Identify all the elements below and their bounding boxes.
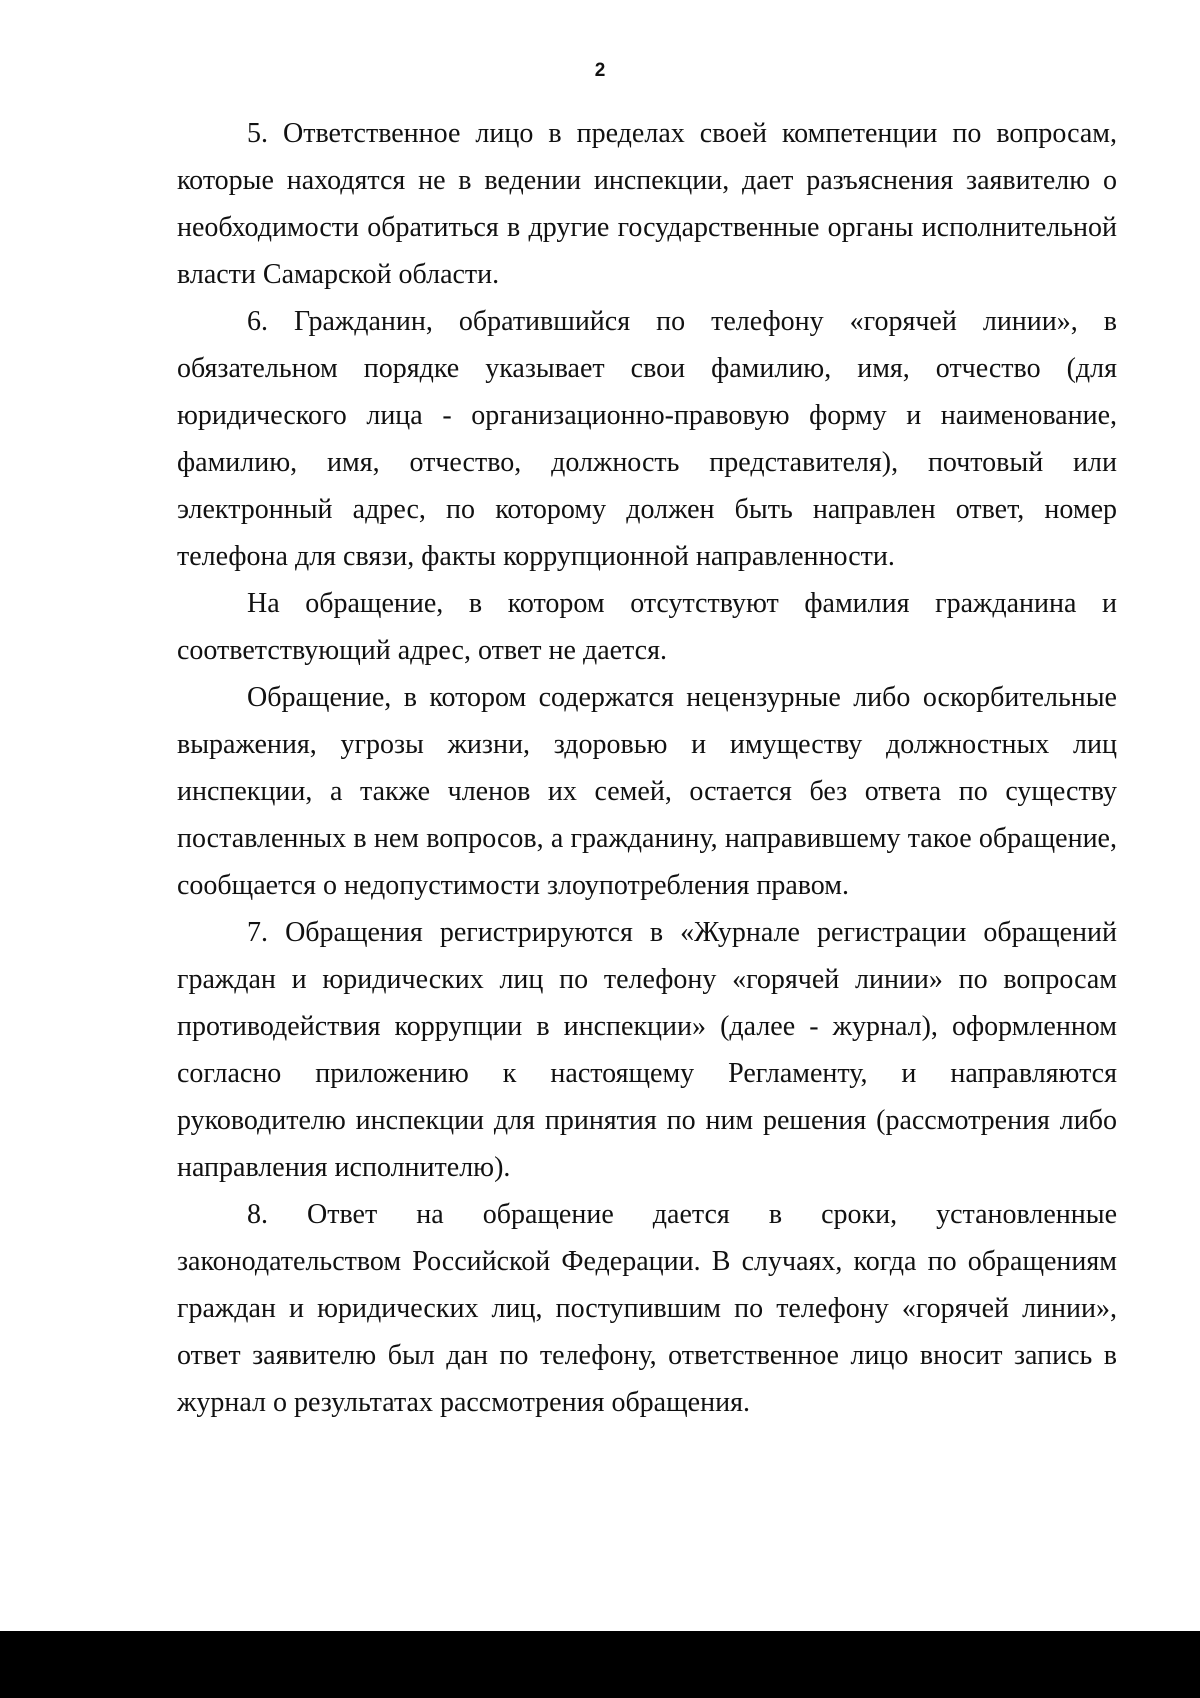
paragraph-7: 7. Обращения регистрируются в «Журнале регистрации обращений граждан и юридических лиц по телефону «горячей линии» по вопросам противодействия коррупции в инспекции» (далее - журнал), оформленном согласно приложению к настоящему Регламенту, и направляются руководителю инспекции для принятия по ним решения (рассмотрения либо направления исполнителю). xyxy=(177,917,1117,1183)
paragraph-5: 5. Ответственное лицо в пределах своей компетенции по вопросам, которые находятся не в ведении инспекции, дает разъяснения заявителю о необходимости обратиться в другие государственные органы исполнительной власти Самарской области. xyxy=(177,118,1117,290)
page-number: 2 xyxy=(594,60,606,81)
paragraph-6-no-surname: На обращение, в котором отсутствуют фамилия гражданина и соответствующий адрес, ответ не дается. xyxy=(177,588,1117,666)
paragraph-8: 8. Ответ на обращение дается в сроки, установленные законодательством Российской Федерации. В случаях, когда по обращениям граждан и юридических лиц, поступившим по телефону «горячей линии», ответ заявителю был дан по телефону, ответственное лицо вносит запись в журнал о результатах рассмотрения обращения. xyxy=(177,1199,1117,1418)
paragraph-6-offensive: Обращение, в котором содержатся нецензурные либо оскорбительные выражения, угрозы жизни, здоровью и имуществу должностных лиц инспекции, а также членов их семей, остается без ответа по существу поставленных в нем вопросов, а гражданину, направившему такое обращение, сообщается о недопустимости злоупотребления правом. xyxy=(177,682,1117,901)
paragraph-6: 6. Гражданин, обратившийся по телефону «горячей линии», в обязательном порядке указывает свои фамилию, имя, отчество (для юридического лица - организационно-правовую форму и наименование, фамилию, имя, отчество, должность представителя), почтовый или электронный адрес, по которому должен быть направлен ответ, номер телефона для связи, факты коррупционной направленности. xyxy=(177,306,1117,572)
document-body xyxy=(177,110,1117,1426)
scan-bottom-border xyxy=(0,1631,1200,1698)
